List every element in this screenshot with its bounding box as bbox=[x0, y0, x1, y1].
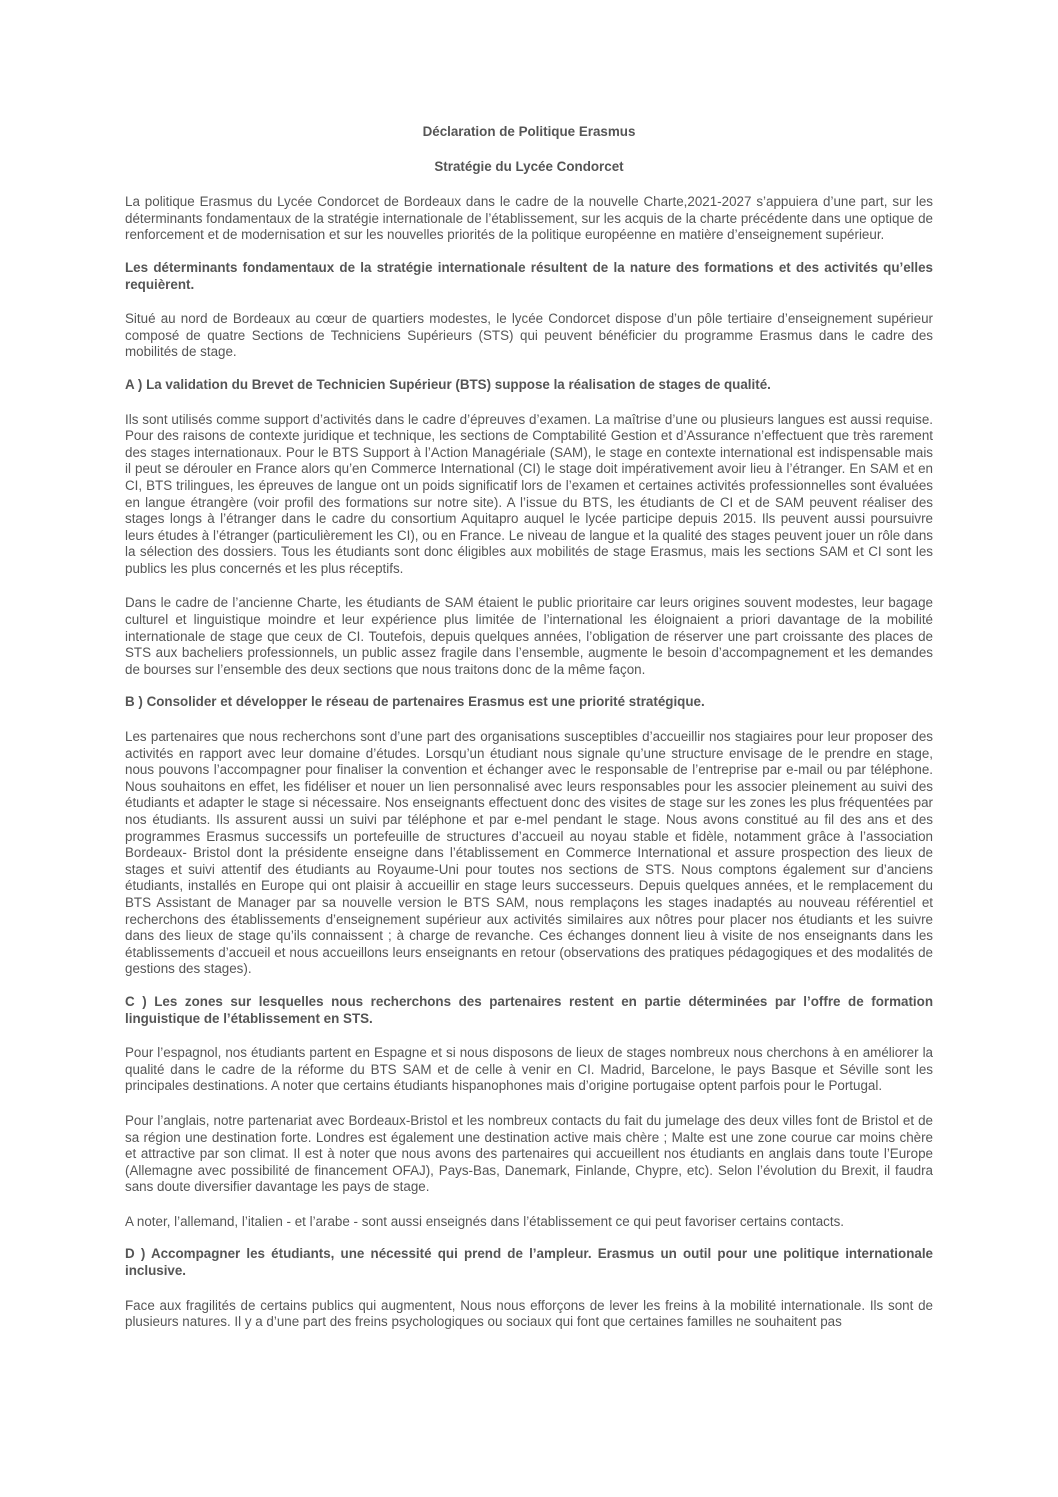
paragraph: La politique Erasmus du Lycée Condorcet de Bordeaux dans le cadre de la nouvelle Charte,2021-2027 s’appuiera d’une part, sur les déterminants fondamentaux de la stratégie internationale de l’établissement, sur les acquis de la charte précédente dans une optique de renforcement et de modernisation et sur les nouvelles priorités de la politique européenne en matière d’enseignement supérieur. bbox=[125, 194, 933, 243]
paragraph: Dans le cadre de l’ancienne Charte, les étudiants de SAM étaient le public prioritaire car leurs origines souvent modestes, leur bagage culturel et linguistique moindre et leur expérience plus limitée de l’international les éloignaient a priori davantage de la mobilité internationale de stage que ceux de CI. Toutefois, depuis quelques années, l’obligation de réserver une part croissante des places de STS aux bacheliers professionnels, un public assez fragile dans l’ensemble, augmente le besoin d’accompagnement et les demandes de bourses sur l’ensemble des deux sections que nous traitons donc de la même façon. bbox=[125, 595, 933, 677]
document-subtitle: Stratégie du Lycée Condorcet bbox=[434, 158, 624, 174]
paragraph: A noter, l’allemand, l’italien - et l’arabe - sont aussi enseignés dans l’établissement ce qui peut favoriser certains contacts. bbox=[125, 1213, 845, 1229]
paragraph: Face aux fragilités de certains publics qui augmentent, Nous nous efforçons de lever les freins à la mobilité internationale. Ils sont de plusieurs natures. Il y a d’une part des freins psychologiques ou sociaux qui font que certaines familles ne souhaitent pas bbox=[125, 1297, 933, 1330]
paragraph: Les partenaires que nous recherchons sont d’une part des organisations susceptibles d’accueillir nos stagiaires pour leur proposer des activités en rapport avec leur domaine d’études. Lorsqu’un étudiant nous signale qu’une structure envisage de le prendre en stage, nous pouvons l’accompagner pour finaliser la convention et échanger avec le responsable de l’entreprise par e-mail ou par téléphone. Nous souhaitons en effet, les fidéliser et nouer un lien personnalisé avec leurs responsables pour les associer pleinement au suivi des étudiants et adapter le stage si nécessaire. Nos enseignants effectuent donc des visites de stage sur les zones les plus fréquentées par nos étudiants. Ils assurent aussi un suivi par téléphone et par e-mel pendant le stage. Nous avons constitué au fil des ans et des programmes Erasmus successifs un portefeuille de structures d’accueil au noyau stable et fidèle, notamment grâce à l’association Bordeaux- Bristol dont la présidente enseigne dans l’établissement en Commerce International et assure prospection des lieux de stages et suivi attentif des étudiants au Royaume-Uni pour toutes nos sections de STS. Nous comptons également sur d’anciens étudiants, installés en Europe qui ont plaisir à accueillir en stage leurs successeurs. Depuis quelques années, et le remplacement du BTS Assistant de Manager par sa nouvelle version le BTS SAM, nous remplaçons les stages inadaptés au nouveau référentiel et recherchons des établissements d’enseignement supérieur aux activités similaires aux nôtres pour placer nos étudiants et les suivre dans des lieux de stage qu’ils connaissent ; à charge de revanche. Ces échanges donnent lieu à visite de nos enseignants dans les établissements d’accueil et nous accueillons leurs enseignants en retour (observations des pratiques pédagogiques et des modalités de gestions des stages). bbox=[125, 729, 933, 977]
section-heading: D ) Accompagner les étudiants, une nécessité qui prend de l’ampleur. Erasmus un outil pour une politique internationale inclusive. bbox=[125, 1246, 933, 1279]
paragraph: Situé au nord de Bordeaux au cœur de quartiers modestes, le lycée Condorcet dispose d’un pôle tertiaire d’enseignement supérieur composé de quatre Sections de Techniciens Supérieurs (STS) qui peuvent bénéficier du programme Erasmus dans le cadre des mobilités de stage. bbox=[125, 311, 933, 360]
paragraph: Ils sont utilisés comme support d’activités dans le cadre d’épreuves d’examen. La maîtrise d’une ou plusieurs langues est aussi requise. Pour des raisons de contexte juridique et technique, les sections de Comptabilité Gestion et d’Assurance n’effectuent que très rarement des stages internationaux. Pour le BTS Support à l’Action Managériale (SAM), le stage en contexte international est indispensable mais il peut se dérouler en France alors qu’en Commerce International (CI) le stage doit impérativement avoir lieu à l’étranger. En SAM et en CI, BTS trilingues, les épreuves de langue ont un poids significatif lors de l’examen et certaines activités professionnelles sont évaluées en langue étrangère (voir profil des formations sur notre site). A l’issue du BTS, les étudiants de CI et de SAM peuvent réaliser des stages longs à l’étranger dans le cadre du consortium Aquitapro auquel le lycée participe depuis 2015. Ils peuvent aussi poursuivre leurs études à l’étranger (particulièrement les CI), ou en France. Le niveau de langue et la qualité des stages peuvent jouer un rôle dans la sélection des dossiers. Tous les étudiants sont donc éligibles aux mobilités de stage Erasmus, mais les sections SAM et CI sont les publics les plus concernés et les plus réceptifs. bbox=[125, 411, 933, 576]
paragraph: Pour l’anglais, notre partenariat avec Bordeaux-Bristol et les nombreux contacts du fait du jumelage des deux villes font de Bristol et de sa région une destination forte. Londres est également une destination active mais chère ; Malte est une zone courue car moins chère et attractive par son climat. Il est à noter que nous avons des partenaires qui accueillent nos étudiants en anglais dans toute l’Europe (Allemagne avec possibilité de financement OFAJ), Pays-Bas, Danemark, Finlande, Chypre, etc). Selon l’évolution du Brexit, il faudra sans doute diversifier davantage les pays de stage. bbox=[125, 1112, 933, 1195]
document-body bbox=[125, 194, 933, 1331]
paragraph: Pour l’espagnol, nos étudiants partent en Espagne et si nous disposons de lieux de stages nombreux nous cherchons à en améliorer la qualité dans le cadre de la réforme du BTS SAM et de celle à venir en CI. Madrid, Barcelone, le pays Basque et Séville sont les principales destinations. A noter que certains étudiants hispanophones mais d’origine portugaise optent parfois pour le Portugal. bbox=[125, 1045, 933, 1094]
section-heading: Les déterminants fondamentaux de la stratégie internationale résultent de la nature des formations et des activités qu’elles requièrent. bbox=[125, 259, 933, 292]
document-page bbox=[125, 124, 933, 1331]
section-heading: B ) Consolider et développer le réseau de partenaires Erasmus est une priorité stratégique. bbox=[125, 694, 705, 710]
document-title: Déclaration de Politique Erasmus bbox=[422, 124, 636, 139]
section-heading: C ) Les zones sur lesquelles nous recherchons des partenaires restent en partie déterminées par l’offre de formation linguistique de l’établissement en STS. bbox=[125, 993, 933, 1026]
section-heading: A ) La validation du Brevet de Technicien Supérieur (BTS) suppose la réalisation de stages de qualité. bbox=[125, 376, 771, 392]
